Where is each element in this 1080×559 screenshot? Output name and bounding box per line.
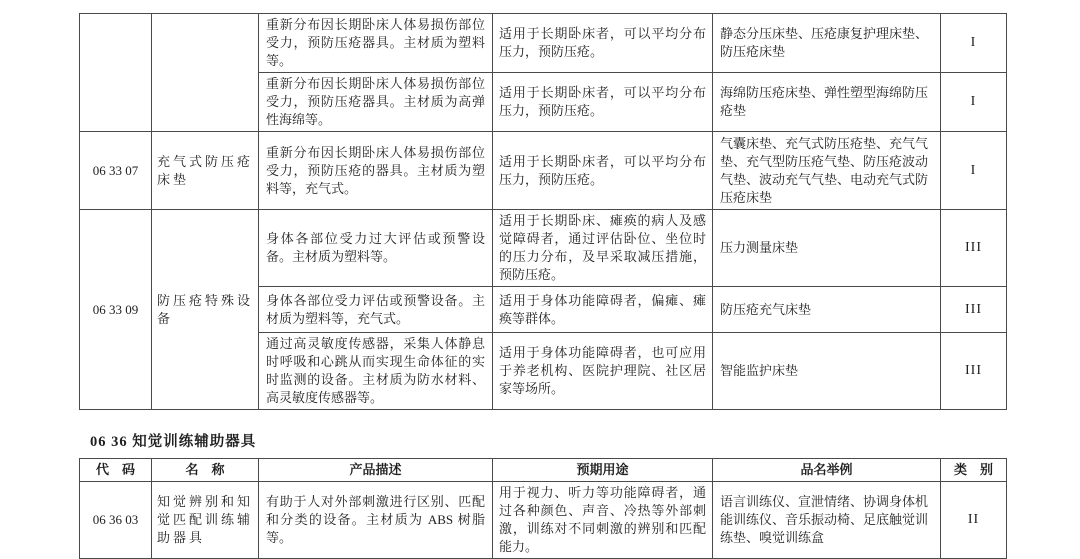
class-cell: III: [941, 333, 1007, 410]
table-row: [80, 14, 1007, 73]
classification-table-lower: [79, 458, 1007, 559]
section-heading: 06 36 知觉训练辅助器具: [90, 434, 257, 450]
col-header-examples: 品名举例: [713, 459, 941, 482]
class-cell: I: [941, 132, 1007, 210]
product-description-cell: 有助于人对外部刺激进行区别、匹配和分类的设备。主材质为 ABS 树脂等。: [259, 482, 493, 559]
code-cell: 06 36 03: [80, 482, 152, 559]
code-cell: 06 33 07: [80, 132, 152, 210]
class-cell: I: [941, 14, 1007, 73]
intended-use-cell: 适用于长期卧床者，可以平均分布压力，预防压疮。: [493, 132, 713, 210]
col-header-name: 名 称: [152, 459, 259, 482]
product-examples-cell: 海绵防压疮床垫、弹性塑型海绵防压疮垫: [713, 73, 941, 132]
name-cell: 充气式防压疮床垫: [152, 132, 259, 210]
intended-use-cell: 适用于身体功能障碍者，也可应用于养老机构、医院护理院、社区居家等场所。: [493, 333, 713, 410]
code-cell: [80, 14, 152, 132]
product-examples-cell: 防压疮充气床垫: [713, 287, 941, 333]
product-description-cell: 身体各部位受力评估或预警设备。主材质为塑料等，充气式。: [259, 287, 493, 333]
product-description-cell: 重新分布因长期卧床人体易损伤部位受力，预防压疮器具。主材质为塑料等。: [259, 14, 493, 73]
class-cell: I: [941, 73, 1007, 132]
product-examples-cell: 气囊床垫、充气式防压疮垫、充气气垫、充气型防压疮气垫、防压疮波动气垫、波动充气气垫、电动充气式防压疮床垫: [713, 132, 941, 210]
product-description-cell: 通过高灵敏度传感器，采集人体静息时呼吸和心跳从而实现生命体征的实时监测的设备。主材质为防水材料、高灵敏度传感器等。: [259, 333, 493, 410]
code-cell: 06 33 09: [80, 210, 152, 410]
col-header-description: 产品描述: [259, 459, 493, 482]
table-row: [80, 132, 1007, 210]
product-examples-cell: 智能监护床垫: [713, 333, 941, 410]
table-header-row: [80, 459, 1007, 482]
product-examples-cell: 静态分压床垫、压疮康复护理床垫、防压疮床垫: [713, 14, 941, 73]
class-cell: III: [941, 287, 1007, 333]
col-header-code: 代 码: [80, 459, 152, 482]
classification-table-upper: [79, 13, 1007, 410]
intended-use-cell: 适用于长期卧床、瘫痪的病人及感觉障碍者，通过评估卧位、坐位时的压力分布，及早采取减压措施，预防压疮。: [493, 210, 713, 287]
col-header-class: 类 别: [941, 459, 1007, 482]
product-examples-cell: 语言训练仪、宣泄情绪、协调身体机能训练仪、音乐振动椅、足底触觉训练垫、嗅觉训练盒: [713, 482, 941, 559]
name-cell: 知觉辨别和知觉匹配训练辅助器具: [152, 482, 259, 559]
intended-use-cell: 适用于身体功能障碍者，偏瘫、瘫痪等群体。: [493, 287, 713, 333]
col-header-intended-use: 预期用途: [493, 459, 713, 482]
product-description-cell: 重新分布因长期卧床人体易损伤部位受力，预防压疮器具。主材质为高弹性海绵等。: [259, 73, 493, 132]
product-description-cell: 重新分布因长期卧床人体易损伤部位受力，预防压疮的器具。主材质为塑料等，充气式。: [259, 132, 493, 210]
class-cell: III: [941, 210, 1007, 287]
product-examples-cell: 压力测量床垫: [713, 210, 941, 287]
name-cell: 防压疮特殊设备: [152, 210, 259, 410]
class-cell: II: [941, 482, 1007, 559]
intended-use-cell: 适用于长期卧床者，可以平均分布压力，预防压疮。: [493, 73, 713, 132]
intended-use-cell: 用于视力、听力等功能障碍者，通过各种颜色、声音、冷热等外部刺激，训练对不同刺激的辨别和匹配能力。: [493, 482, 713, 559]
name-cell: [152, 14, 259, 132]
intended-use-cell: 适用于长期卧床者，可以平均分布压力，预防压疮。: [493, 14, 713, 73]
table-row: [80, 210, 1007, 287]
product-description-cell: 身体各部位受力过大评估或预警设备。主材质为塑料等。: [259, 210, 493, 287]
